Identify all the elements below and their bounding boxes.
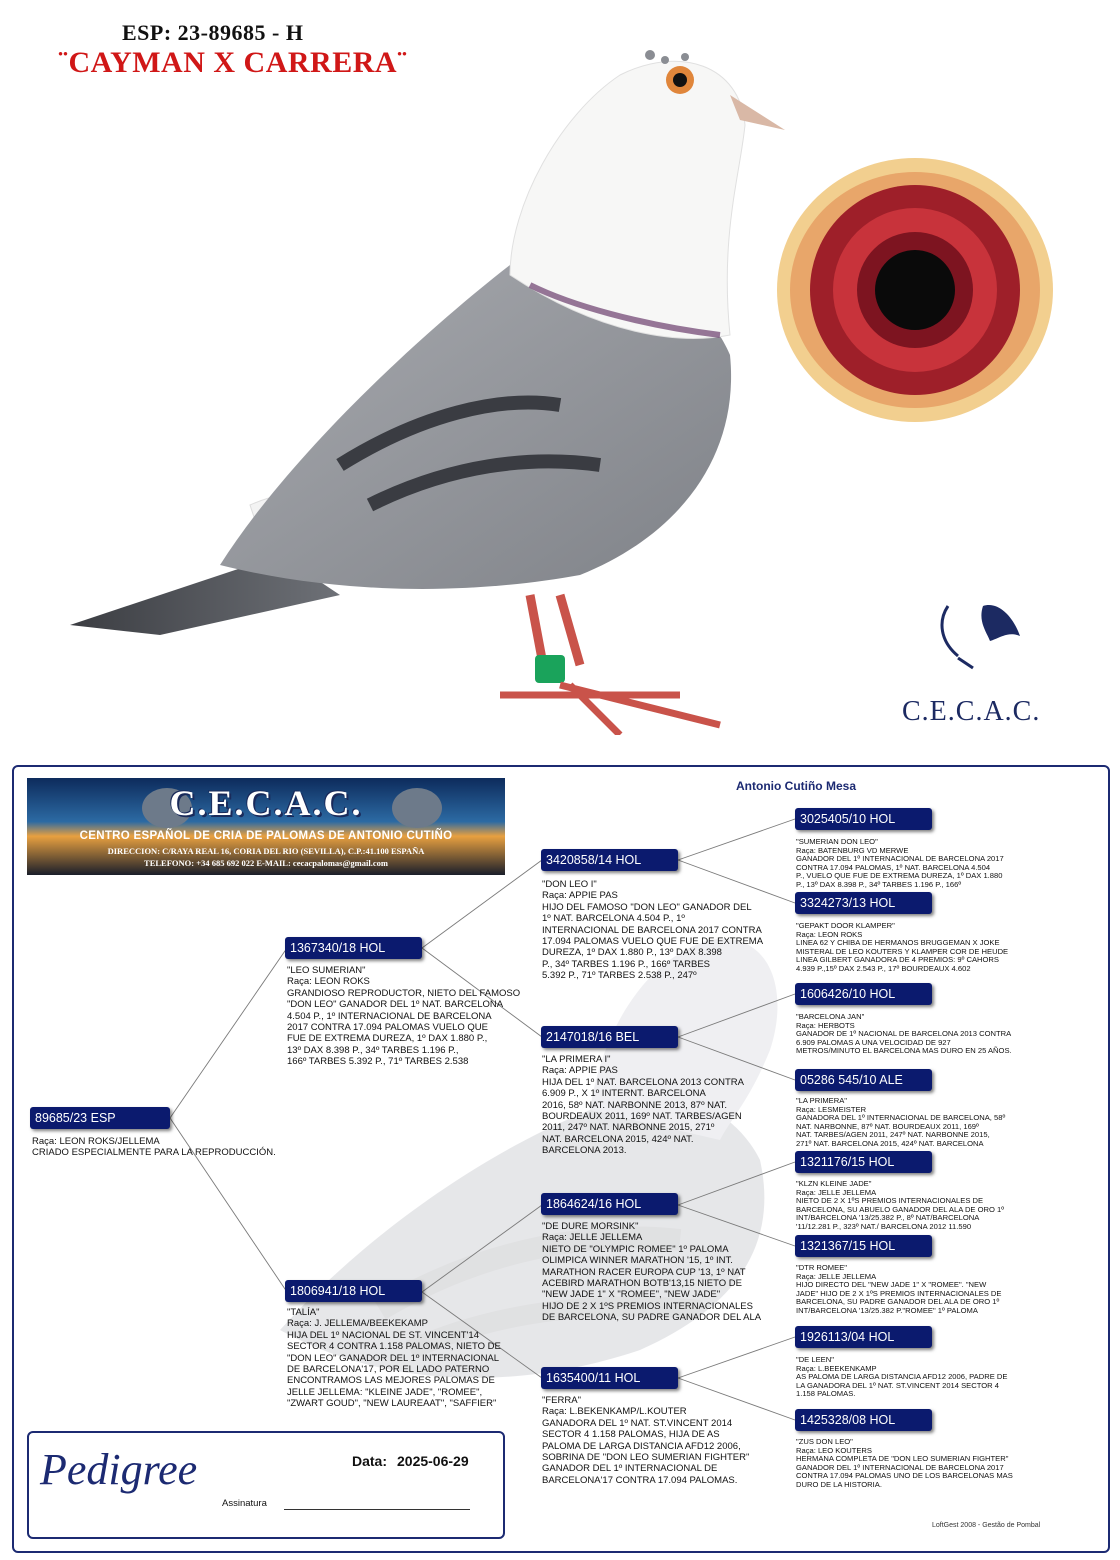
banner-address: DIRECCION: C/RAYA REAL 16, CORIA DEL RIO (SEVILLA), C.P.:41.100 ESPAÑA <box>107 846 425 856</box>
dam-dam-description: "FERRA" Raça: L.BEKENKAMP/L.KOUTER GANADORA DEL 1º NAT. ST.VINCENT 2014 SECTOR 4 1.158 PALOMAS, HIJA DE AS PALOMA DE LARGA DISTANCIA AFD12 2006, SOBRINA DE "DON LEO SUMERIAN FIGHTER" GANADOR DEL 1º INTERNACIONAL DE BARCELONA'17 CONTRA 17.094 PALOMAS. <box>542 1395 750 1486</box>
signature-line <box>284 1509 470 1510</box>
dam-sire-ring: 1864624/16 HOL <box>541 1193 678 1215</box>
dds-ring: 1926113/04 HOL <box>795 1326 932 1348</box>
sire-description: "LEO SUMERIAN" Raça: LEON ROKS GRANDIOSO REPRODUCTOR, NIETO DEL FAMOSO "DON LEO" GANADOR DEL 1º NAT. BARCELONA 4.504 P., 1º INTERNACIONAL DE BARCELONA 2017 CONTRA 17.094 PALOMAS VUELO QUE FUE DE EXTREMA DUREZA, 1º DAX 1.880 P., 13º DAX 8.398 P., 34º TARBES 1.196 P., 166º TARBES 5.392 P., 71º TARBES 2.538 <box>287 965 521 1068</box>
sire-sire-description: "DON LEO I" Raça: APPIE PAS HIJO DEL FAMOSO "DON LEO" GANADOR DEL 1º NAT. BARCELONA 4.504 P., 1º INTERNACIONAL DE BARCELONA 2017 CONTRA 17.094 PALOMAS VUELO QUE FUE DE EXTREMA DUREZA, 1º DAX 1.880 P., 13º DAX 8.398 P., 34º TARBES 1.196 P., 166º TARBES 5.392 P., 71º TARBES 2.538 P., 247º <box>542 879 764 982</box>
dam-ring: 1806941/18 HOL <box>285 1280 422 1302</box>
dss-description: "KLZN KLEINE JADE" Raça: JELLE JELLEMA NIETO DE 2 X 1ºS PREMIOS INTERNACIONALES DE BARCELONA, SU ABUELO GANADOR DEL ALA DE ORO 1º INT/BARCELONA '13/25.382 P., 8º NAT/BARCELONA '11/12.281 P., 323º NAT./ BARCELONA 2012 11.590 <box>796 1179 1005 1231</box>
ssd-ring: 3324273/13 HOL <box>795 892 932 914</box>
sdd-ring: 05286 545/10 ALE <box>795 1069 932 1091</box>
signature-label: Assinatura <box>222 1498 267 1509</box>
dsd-description: "DTR ROMEE" Raça: JELLE JELLEMA HIJO DIRECTO DEL "NEW JADE 1" X "ROMEE". "NEW JADE" HIJO DE 2 X 1ºS PREMIOS INTERNACIONALES DE BARCELONA, SU PADRE GANADOR DEL ALA DE ORO 1º INT/BARCELONA '13/25.382 P."ROMEE" 1º PALOMA <box>796 1263 1002 1315</box>
ddd-description: "ZUS DON LEO" Raça: LEO KOUTERS HERMANA COMPLETA DE "DON LEO SUMERIAN FIGHTER" GANADOR DEL 1º INTERNACIONAL DE BARCELONA 2017 CONTRA 17.094 PALOMAS UNO DE LOS BARCELONAS MAS DURO DE LA HISTORIA. <box>796 1437 1013 1489</box>
ssd-description: "GEPAKT DOOR KLAMPER" Raça: LEON ROKS LINEA 62 Y CHIBA DE HERMANOS BRUGGEMAN X JOKE MISTERAL DE LEO KOUTERS Y KLAMPER COR DE HEUDE LINEA GILBERT GANADORA DE 4 PREMIOS: 9º CAHORS 4.939 P.,15º DAX 2.543 P., 17º BOURDEAUX 4.602 <box>796 921 1009 973</box>
cecac-logo-text: C.E.C.A.C. <box>902 696 1041 727</box>
dam-description: "TALÍA" Raça: J. JELLEMA/BEEKEKAMP HIJA DEL 1º NACIONAL DE ST. VINCENT'14 SECTOR 4 CONTRA 1.158 PALOMAS, NIETO DE "DON LEO" GANADOR DEL 1º INTERNACIONAL DE BARCELONA'17, POR EL LADO PATERNO ENCONTRAMOS LAS MEJORES PALOMAS DE JELLE JELLEMA: "KLEINE JADE", "ROMEE", "ZWART GOUD", "NEW LAUREAAT", "SAFFIER" <box>287 1307 501 1410</box>
sire-ring: 1367340/18 HOL <box>285 937 422 959</box>
banner-logo-text: C.E.C.A.C. <box>169 783 363 823</box>
subject-description: Raça: LEON ROKS/JELLEMA CRIADO ESPECIALMENTE PARA LA REPRODUCCIÓN. <box>32 1136 276 1159</box>
banner-contact: TELEFONO: +34 685 692 022 E-MAIL: cecacpalomas@gmail.com <box>144 858 388 868</box>
subject-ring: 89685/23 ESP <box>30 1107 170 1129</box>
date-label: Data: <box>352 1453 388 1469</box>
sds-description: "BARCELONA JAN" Raça: HERBOTS GANADOR DE 1º NACIONAL DE BARCELONA 2013 CONTRA 6.909 PALOMAS A UNA VELOCIDAD DE 927 METROS/MINUTO EL BARCELONA MAS DURO EN 25 AÑOS. <box>796 1012 1012 1055</box>
dsd-ring: 1321367/15 HOL <box>795 1235 932 1257</box>
pedigree-title: Pedigree <box>40 1445 198 1494</box>
dds-description: "DE LEEN" Raça: L.BEEKENKAMP AS PALOMA DE LARGA DISTANCIA AFD12 2006, PADRE DE LA GANADORA DEL 1º NAT. ST.VINCENT 2014 SECTOR 4 1.158 PALOMAS. <box>796 1355 1008 1398</box>
banner-center-name: CENTRO ESPAÑOL DE CRIA DE PALOMAS DE ANTONIO CUTIÑO <box>79 830 453 842</box>
sire-dam-ring: 2147018/16 BEL <box>541 1026 678 1048</box>
sire-dam-description: "LA PRIMERA I" Raça: APPIE PAS HIJA DEL 1º NAT. BARCELONA 2013 CONTRA 6.909 P., X 1º INTERNT. BARCELONA 2016, 58º NAT. NARBONNE 2013, 87º NAT. BOURDEAUX 2011, 169º NAT. TARBES/AGEN 2011, 247º NAT. NARBONNE 2015, 271º NAT. BARCELONA 2015, 424º NAT. BARCELONA 2013. <box>542 1054 744 1157</box>
dss-ring: 1321176/15 HOL <box>795 1151 932 1173</box>
sire-sire-ring: 3420858/14 HOL <box>541 849 678 871</box>
software-footer: LoftGest 2008 - Gestão de Pombal <box>932 1522 1041 1529</box>
sss-description: "SUMERIAN DON LEO" Raça: BATENBURG VD MERWE GANADOR DEL 1º INTERNACIONAL DE BARCELONA 2017 CONTRA 17.094 PALOMAS, 1º NAT. BARCELONA 4.504 P., VUELO QUE FUE DE EXTREMA DUREZA, 1º DAX 1.880 P., 13º DAX 8.398 P., 34º TARBES 1.196 P., 166º <box>796 837 1004 889</box>
pair-name: ¨CAYMAN X CARRERA¨ <box>58 46 408 79</box>
sdd-description: "LA PRIMERA" Raça: LESMEISTER GANADORA DEL 1º INTERNACIONAL DE BARCELONA, 58º NAT. NARBONNE, 87º NAT. BOURDEAUX 2011, 169º NAT. TARBES/AGEN 2011, 247º NAT. NARBONNE 2015, 271º NAT. BARCELONA 2015, 424º NAT. BARCELONA <box>796 1096 1006 1148</box>
owner-name: Antonio Cutiño Mesa <box>736 779 856 793</box>
ring-code: ESP: 23-89685 - H <box>122 20 304 45</box>
date-value: 2025-06-29 <box>397 1453 469 1469</box>
sss-ring: 3025405/10 HOL <box>795 808 932 830</box>
dam-dam-ring: 1635400/11 HOL <box>541 1367 678 1389</box>
dam-sire-description: "DE DURE MORSINK" Raça: JELLE JELLEMA NIETO DE "OLYMPIC ROMEE" 1º PALOMA OLIMPICA WINNER MARATHON '15, 1º INT. MARATHON RACER EUROPA CUP '13, 1º NAT ACEBIRD MARATHON BOTB'13,15 NIETO DE "NEW JADE 1" X "ROMEE", "NEW JADE" HIJO DE 2 X 1ºS PREMIOS INTERNACIONALES DE BARCELONA, SU PADRE GANADOR DEL ALA <box>542 1221 762 1324</box>
ddd-ring: 1425328/08 HOL <box>795 1409 932 1431</box>
sds-ring: 1606426/10 HOL <box>795 983 932 1005</box>
